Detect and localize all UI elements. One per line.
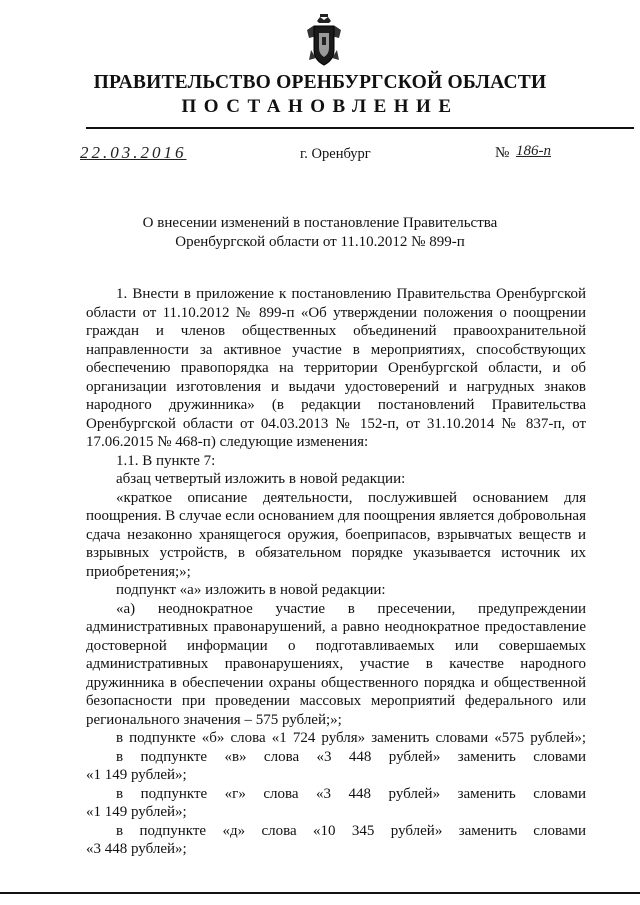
document-number: 186-п: [516, 143, 551, 159]
body-line: «1 149 рублей»;: [86, 767, 187, 783]
body-line: приобретения;»;: [86, 563, 191, 580]
body-line: «3 448 рублей»;: [86, 841, 187, 857]
body-line: народного дружинника» (в редакции постановлений Правительства: [86, 397, 586, 413]
document-body: [86, 285, 586, 859]
government-title: ПРАВИТЕЛЬСТВО ОРЕНБУРГСКОЙ ОБЛАСТИ: [93, 72, 547, 93]
body-line: в подпункте «г» слова «3 448 рублей» заменить словами: [116, 785, 586, 802]
body-line: регионального значения – 575 рублей;»;: [86, 711, 342, 728]
body-line: взрывных устройств, в обязательном порядке указывается источник их: [86, 545, 586, 561]
body-line: организации изготовления и выдачи удостоверений и нагрудных знаков: [86, 378, 586, 395]
subject-line: О внесении изменений в постановление Правительства: [142, 215, 498, 231]
body-line: направленности за активное участие в мероприятиях, способствующих: [86, 341, 586, 358]
body-line: «а) неоднократное участие в пресечении, предупреждении: [116, 600, 586, 617]
body-line: абзац четвертый изложить в новой редакции:: [116, 471, 406, 487]
body-line: 17.06.2015 № 468-п) следующие изменения:: [86, 434, 369, 450]
page-bottom-border: [0, 892, 640, 894]
document-date: 22.03.2016: [80, 143, 187, 162]
body-line: административных правонарушений, а равно неоднократное предоставление: [86, 619, 586, 635]
body-line: области от 11.10.2012 № 899-п «Об утверждении положения о поощрении: [86, 304, 586, 321]
document-number-label: №: [495, 145, 510, 161]
subject-line: Оренбургской области от 11.10.2012 № 899-п: [175, 234, 465, 250]
body-line: граждан и членов общественных объединений правоохранительной: [86, 323, 586, 339]
body-line: дружинника в обеспечении охраны общественного порядка и общественной: [86, 674, 586, 691]
body-line: сдача незаконно хранящегося оружия, боеприпасов, взрывчатых веществ и: [86, 526, 586, 543]
body-line: 1. Внести в приложение к постановлению Правительства Оренбургской: [116, 286, 586, 302]
header-divider: [86, 127, 634, 129]
document-city: г. Оренбург: [300, 146, 371, 162]
body-line: поощрения. В случае если основанием для поощрения является добровольная: [86, 508, 586, 524]
body-line: 1.1. В пункте 7:: [116, 452, 216, 469]
document-type-heading: ПОСТАНОВЛЕНИЕ: [181, 96, 459, 117]
body-line: в подпункте «д» слова «10 345 рублей» заменить словами: [116, 822, 586, 839]
body-line: Оренбургской области от 04.03.2013 № 152-п, от 31.10.2014 № 837-п, от: [86, 415, 586, 432]
body-line: достоверной информации о подготавливаемых или совершаемых: [86, 637, 586, 654]
body-line: административных правонарушениях, участие в качестве народного: [86, 656, 586, 672]
body-line: в подпункте «б» слова «1 724 рубля» заменить словами «575 рублей»;: [116, 730, 586, 746]
coat-of-arms-icon: [303, 14, 345, 68]
document-subject: [0, 214, 640, 252]
body-line: «1 149 рублей»;: [86, 804, 187, 820]
body-line: подпункт «а» изложить в новой редакции:: [116, 582, 386, 598]
body-line: обеспечению правопорядка на территории Оренбургской области, и об: [86, 360, 586, 376]
body-line: в подпункте «в» слова «3 448 рублей» заменить словами: [116, 748, 586, 765]
body-line: «краткое описание деятельности, послужившей основанием для: [116, 489, 586, 506]
body-line: безопасности при проведении массовых мероприятий федерального или: [86, 693, 586, 709]
